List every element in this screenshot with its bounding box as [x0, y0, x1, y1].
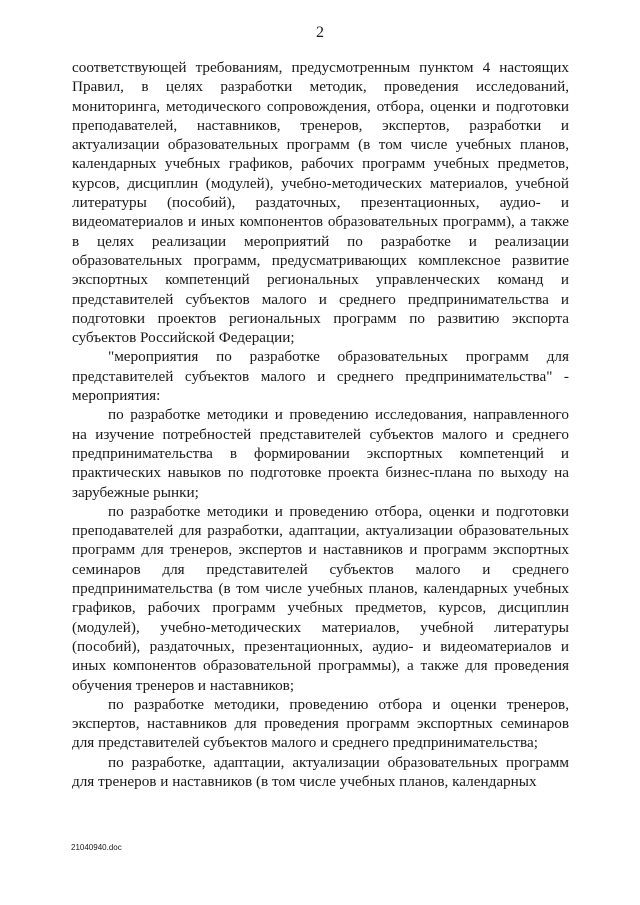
page-number: 2 — [316, 24, 324, 41]
paragraph-item: по разработке, адаптации, актуализации образовательных программ для тренеров и наставников (в том числе учебных планов, календарных — [72, 753, 569, 790]
paragraph-item: по разработке методики, проведению отбора и оценки тренеров, экспертов, наставников для проведения программ экспортных семинаров для представителей субъектов малого и среднего предпринимательства; — [72, 695, 569, 752]
paragraph-item: по разработке методики и проведению отбора, оценки и подготовки преподавателей для разработки, адаптации, актуализации образовательных программ для тренеров, экспертов и наставников и программ экспортных семинаров для представителей субъектов малого и среднего предпринимательства (в том числе учебных планов, календарных учебных графиков, рабочих программ учебных предметов, курсов, дисциплин (модулей), учебно-методических материалов, учебной литературы (пособий), раздаточных, презентационных, аудио- и видеоматериалов и иных компонентов образовательной программы), а также для проведения обучения тренеров и наставников; — [72, 502, 569, 694]
footer-file-code: 21040940.doc — [71, 843, 122, 852]
paragraph-definition: "мероприятия по разработке образовательных программ для представителей субъектов малого и среднего предпринимательства" - мероприятия: — [72, 348, 569, 405]
paragraph-item: по разработке методики и проведению исследования, направленного на изучение потребностей представителей субъектов малого и среднего предпринимательства в формировании экспортных компетенций и практических навыков по подготовке проекта бизнес-плана по выходу на зарубежные рынки; — [72, 406, 569, 501]
document-body — [72, 58, 569, 791]
paragraph-continuation: соответствующей требованиям, предусмотренным пунктом 4 настоящих Правил, в целях разработки методик, проведения исследований, мониторинга, методического сопровождения, отбора, оценки и подготовки преподавателей, наставников, тренеров, экспертов, разработки и актуализации образовательных программ (в том числе учебных планов, календарных учебных графиков, рабочих программ учебных предметов, курсов, дисциплин (модулей), учебно-методических материалов, учебной литературы (пособий), раздаточных, презентационных, аудио- и видеоматериалов и иных компонентов образовательных программ), а также в целях реализации мероприятий по разработке и реализации образовательных программ, предусматривающих комплексное развитие экспортных компетенций региональных управленческих команд и представителей субъектов малого и среднего предпринимательства и подготовки проектов региональных программ по развитию экспорта субъектов Российской Федерации; — [72, 59, 569, 347]
